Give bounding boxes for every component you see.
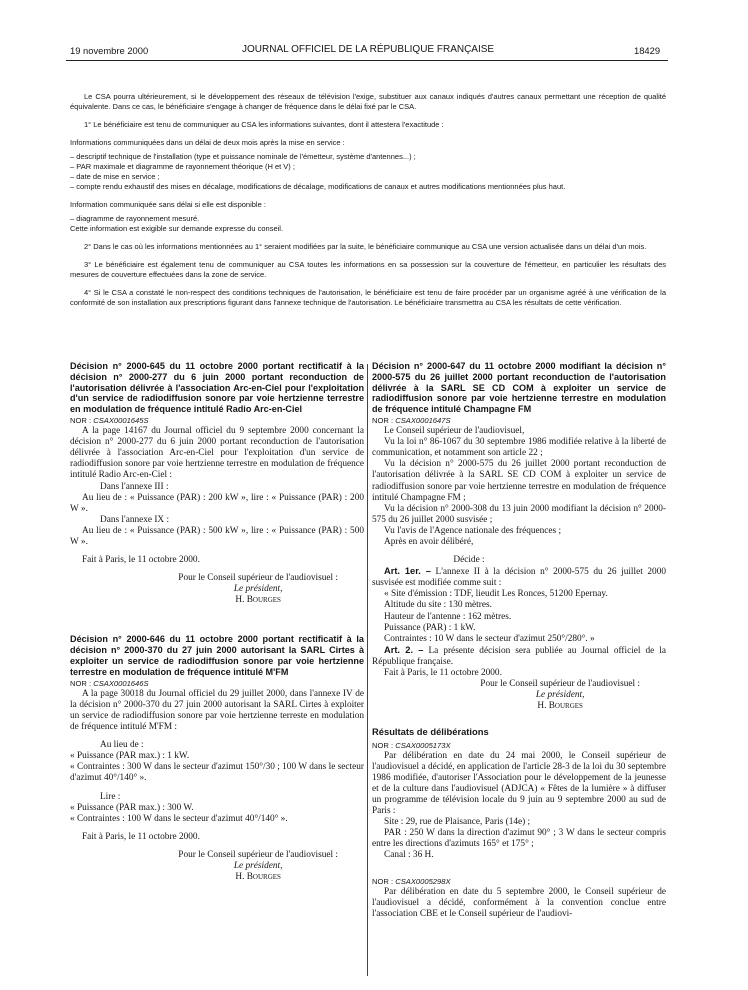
nor-reference xyxy=(372,415,666,426)
header-date: 19 novembre 2000 xyxy=(70,45,149,56)
paragraph: Site : 29, rue de Plaisance, Paris (14e) ; xyxy=(384,817,531,828)
top-paragraph: 4° Si le CSA a constaté le non-respect des conditions techniques de l'autorisation, le bénéficiaire est tenu de faire procéder par un organisme agréé à une vérification de la conformité de son installation aux prescriptions figurant dans l'annexe technique de l'autorisation. Le bénéficiaire transmettra au CSA les résultats de cette vérification. xyxy=(70,288,666,307)
paragraph: Dans l'annexe IX : xyxy=(100,514,170,525)
paragraph: Vu la décision n° 2000-575 du 26 juillet 2000 portant reconduction de l'autorisation délivrée à la SARL SE CD COM à exploiter un service de radiodiffusion sonore par voie hertzienne terrestre en modulation de fréquence intitulé Champagne FM ; xyxy=(372,459,666,503)
paragraph: PAR : 250 W dans la direction d'azimut 90° ; 3 W dans le secteur compris entre les directions d'azimuts 165° et 175° ; xyxy=(372,828,666,850)
paragraph: Le Conseil supérieur de l'audiovisuel, xyxy=(384,426,525,437)
paragraph: Vu la loi n° 86-1067 du 30 septembre 1986 modifiée relative à la liberté de communication, et notamment son article 22 ; xyxy=(372,437,666,459)
decision-title: Décision n° 2000-646 du 11 octobre 2000 portant rectificatif à la décision n° 2000-370 du 27 juin 2000 autorisant la SARL Cirtes à exploiter un service de radiodiffusion sonore par voie hertzienne terrestre en modulation de fréquence intitulé M'FM xyxy=(70,634,364,677)
nor-label: NOR : xyxy=(70,415,92,425)
signature-name: H. Bourges xyxy=(235,872,281,883)
paragraph: A la page 30018 du Journal officiel du 29 juillet 2000, dans l'annexe IV de la décision n° 2000-370 du 27 juin 2000 autorisant la SARL Cirtes à exploiter un service de radiodiffusion sonore par voie hertzienne terreste en modulation de fréquence intitulé M'FM : xyxy=(70,688,364,733)
nor-reference xyxy=(372,740,666,751)
decision-title: Décision n° 2000-647 du 11 octobre 2000 modifiant la décision n° 2000-575 du 26 juillet 2000 portant reconduction de l'autorisation délivrée à la SARL SE CD COM à exploiter un service de radiodiffusion sonore par voie hertzienne terrestre en modulation de fréquence intitulé Champagne FM xyxy=(372,361,666,415)
header-page-number: 18429 xyxy=(634,45,661,56)
nor-label: NOR : xyxy=(372,740,394,750)
paragraph: « Site d'émission : TDF, lieudit Les Ronces, 51200 Epernay. xyxy=(384,589,608,600)
paragraph: Contraintes : 10 W dans le secteur d'azimut 250°/280°. » xyxy=(384,633,595,644)
paragraph: Au lieu de : xyxy=(100,740,144,751)
left-column xyxy=(70,361,364,883)
top-list-item: – date de mise en service ; xyxy=(70,172,160,181)
paragraph: « Contraintes : 300 W dans le secteur d'azimut 150°/30 ; 100 W dans le secteur d'azimut 40°/140° ». xyxy=(70,762,364,784)
paragraph: Vu la décision n° 2000-308 du 13 juin 2000 modifiant la décision n° 2000-575 du 26 juillet 2000 susvisée ; xyxy=(372,503,666,525)
nor-code: CSAX0001646S xyxy=(93,678,149,688)
top-list-item: – descriptif technique de l'installation (type et puissance nominale de l'émetteur, système d'antennes...) ; xyxy=(70,152,416,161)
top-list-item: – diagramme de rayonnement mesuré. xyxy=(70,214,200,223)
top-paragraph: 3° Le bénéficiaire est également tenu de communiquer au CSA toutes les informations en sa possession sur la couverture de l'émetteur, en particulier les résultats des mesures de couverture effectuées dans la zone de service. xyxy=(70,260,666,279)
paragraph: « Puissance (PAR max.) : 1 kW. xyxy=(70,751,190,762)
paragraph: A la page 14167 du Journal officiel du 9 septembre 2000 concernant la décision n° 2000-277 du 6 juin 2000 portant reconduction de l'autorisation délivrée à l'association Arc-en-Ciel pour l'exploitation d'un service de radiodiffusion sonore par voie hertzienne terrestre en modulation de fréquence intitulé Radio Arc-en-Ciel : xyxy=(70,426,364,481)
article-label: Art. 1er. – xyxy=(384,566,431,577)
paragraph: Canal : 36 H. xyxy=(384,850,434,861)
paragraph: Au lieu de : « Puissance (PAR) : 200 kW », lire : « Puissance (PAR) : 200 W ». xyxy=(70,492,364,514)
article-2 xyxy=(372,645,666,668)
top-list-item: – compte rendu exhaustif des mises en décalage, modifications de décalage, modifications de canaux et autres modifications mentionnées plus haut. xyxy=(70,182,566,191)
paragraph: Par délibération en date du 5 septembre 2000, le Conseil supérieur de l'audiovisuel a décidé, conformément à la convention conclue entre l'association CBE et le Conseil supérieur de l'audiovi- xyxy=(372,886,666,919)
nor-label: NOR : xyxy=(372,876,394,886)
article-label: Art. 2. – xyxy=(384,644,424,655)
top-list-item: – PAR maximale et diagramme de rayonnement théorique (H et V) ; xyxy=(70,162,295,171)
decision-date: Fait à Paris, le 11 octobre 2000. xyxy=(384,668,502,679)
article-text: La présente décision sera publiée au Journal officiel de la République française. xyxy=(372,645,666,667)
decision-date: Fait à Paris, le 11 octobre 2000. xyxy=(82,555,200,566)
top-paragraph: 1° Le bénéficiaire est tenu de communiquer au CSA les informations suivantes, dont il attestera l'exactitude : xyxy=(84,120,444,129)
paragraph: Lire : xyxy=(100,791,121,802)
signature-name: H. Bourges xyxy=(235,595,281,606)
top-paragraph: Informations communiquées dans un délai de deux mois après la mise en service : xyxy=(70,138,345,147)
signature-block xyxy=(70,573,364,606)
header-rule xyxy=(66,60,668,61)
nor-code: CSAX0001645S xyxy=(93,415,149,425)
top-paragraph: Cette information est exigible sur demande expresse du conseil. xyxy=(70,224,284,233)
nor-reference xyxy=(70,678,364,689)
signature-block xyxy=(70,850,364,883)
top-paragraph: Le CSA pourra ultérieurement, si le développement des réseaux de télévision l'exige, substituer aux canaux indiqués d'autres canaux permettant une réception de qualité équivalente. Dans ce cas, le bénéficiaire s'engage à changer de fréquence dans le délai fixé par le CSA. xyxy=(70,92,666,111)
nor-code: CSAX0001647S xyxy=(395,415,451,425)
header-title: JOURNAL OFFICIEL DE LA RÉPUBLIQUE FRANÇAISE xyxy=(242,44,495,55)
signature-role: Le président, xyxy=(233,584,283,595)
paragraph: Par délibération en date du 24 mai 2000, le Conseil supérieur de l'audiovisuel a décidé, en application de l'article 28-3 de la loi du 30 septembre 1986 modifiée, d'autoriser l'Association pour le développement de la jeunesse et de la culture dans l'audiovisuel (ADJCA) « Fêtes de la lumière » à diffuser un programme de télévision locale du 9 juin au 9 septembre 2000 au sud de Paris : xyxy=(372,750,666,817)
top-paragraph: Information communiquée sans délai si elle est disponible : xyxy=(70,200,266,209)
top-section xyxy=(70,92,666,312)
column-divider xyxy=(367,364,368,976)
decision-date: Fait à Paris, le 11 octobre 2000. xyxy=(82,831,200,842)
nor-label: NOR : xyxy=(70,678,92,688)
nor-code: CSAX0005173X xyxy=(395,740,451,750)
nor-reference xyxy=(70,415,364,426)
nor-reference xyxy=(372,876,666,887)
right-column xyxy=(372,361,666,920)
decide-label: Décide : xyxy=(453,555,485,566)
signature-block xyxy=(372,679,666,712)
paragraph: Au lieu de : « Puissance (PAR) : 500 kW », lire : « Puissance (PAR) : 500 W ». xyxy=(70,525,364,548)
top-paragraph: 2° Dans le cas où les informations mentionnées au 1° seraient modifiées par la suite, le bénéficiaire communique au CSA une version actualisée dans un délai d'un mois. xyxy=(84,242,647,251)
signature-line: Pour le Conseil supérieur de l'audiovisuel : xyxy=(480,679,640,690)
paragraph: Hauteur de l'antenne : 162 mètres. xyxy=(384,611,512,622)
section-heading: Résultats de délibérations xyxy=(372,726,489,738)
paragraph: « Puissance (PAR max.) : 300 W. xyxy=(70,802,194,813)
signature-line: Pour le Conseil supérieur de l'audiovisuel : xyxy=(178,849,338,860)
article-1 xyxy=(372,566,666,589)
paragraph: Altitude du site : 130 mètres. xyxy=(384,600,492,611)
signature-role: Le président, xyxy=(535,690,585,701)
signature-role: Le président, xyxy=(233,860,283,871)
signature-name: H. Bourges xyxy=(537,701,583,712)
nor-code: CSAX0005298X xyxy=(395,876,451,886)
paragraph: « Contraintes : 100 W dans le secteur d'azimut 40°/140° ». xyxy=(70,813,288,824)
paragraph: Vu l'avis de l'Agence nationale des fréquences ; xyxy=(384,525,562,536)
paragraph: Puissance (PAR) : 1 kW. xyxy=(384,622,476,633)
article-text: L'annexe II à la décision n° 2000-575 du 26 juillet 2000 susvisée est modifiée comme suit : xyxy=(372,567,666,589)
paragraph: Après en avoir délibéré, xyxy=(384,537,474,548)
decision-title: Décision n° 2000-645 du 11 octobre 2000 portant rectificatif à la décision n° 2000-277 du 6 juin 2000 portant reconduction de l'autorisation délivrée à l'association Arc-en-Ciel pour l'exploitation d'un service de radiodiffusion sonore par voie hertzienne terrestre en modulation de fréquence intitulé Radio Arc-en-Ciel xyxy=(70,361,364,415)
signature-line: Pour le Conseil supérieur de l'audiovisuel : xyxy=(178,573,338,584)
paragraph: Dans l'annexe III : xyxy=(100,481,169,492)
nor-label: NOR : xyxy=(372,415,394,425)
